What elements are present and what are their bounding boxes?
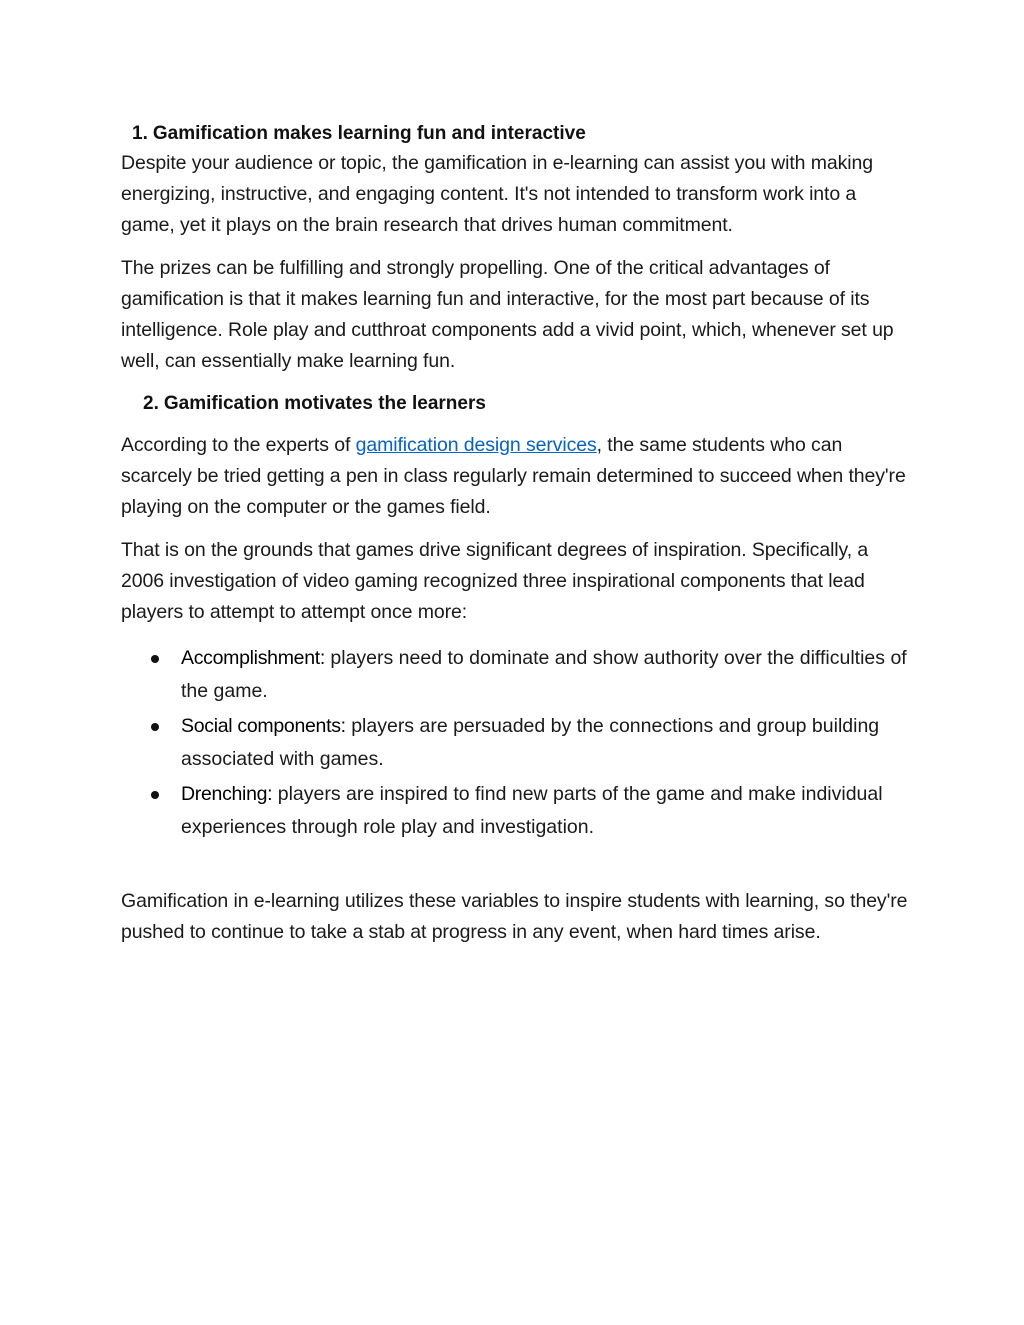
section-2-paragraph-2: That is on the grounds that games drive significant degrees of inspiration. Specifically, a 2006 investigation of video gaming recognized three inspirational components that lead players to attempt to attempt once more: <box>121 539 869 623</box>
section-2-paragraph-1 <box>121 430 911 523</box>
list-item <box>121 642 911 708</box>
section-1-number: 1. <box>132 123 148 144</box>
bullet-term: Accomplishment: <box>181 647 325 669</box>
bullet-text: players are persuaded by the connections and group building associated with games. <box>181 715 880 770</box>
bullet-icon <box>151 655 159 663</box>
intro-text-before-link: According to the experts of <box>121 434 356 456</box>
bullet-text: players are inspired to find new parts of the game and make individual experiences through role play and investigation. <box>181 783 883 838</box>
bullet-term: Drenching: <box>181 783 273 805</box>
section-2-title: Gamification motivates the learners <box>163 393 486 414</box>
list-item <box>121 778 911 844</box>
section-2-number: 2. <box>143 393 159 414</box>
intro-text-after-link: , the same students who can scarcely be tried getting a pen in class regularly remain determined to succeed when they're playing on the computer or the games field. <box>121 434 906 518</box>
section-1-title: Gamification makes learning fun and interactive <box>152 123 586 144</box>
section-1-paragraph-1: Despite your audience or topic, the gamification in e-learning can assist you with making energizing, instructive, and engaging content. It's not intended to transform work into a game, yet it plays on the brain research that drives human commitment. <box>121 152 874 236</box>
section-1-heading <box>121 120 911 148</box>
section-2-heading <box>121 390 911 418</box>
section-2-closing-paragraph: Gamification in e-learning utilizes these variables to inspire students with learning, so they're pushed to continue to take a stab at progress in any event, when hard times arise. <box>121 890 908 943</box>
bullet-term: Social components: <box>181 715 346 737</box>
bullet-text: players need to dominate and show authority over the difficulties of the game. <box>181 647 907 702</box>
bullet-icon <box>151 723 159 731</box>
document-content <box>121 120 911 948</box>
gamification-design-services-link[interactable]: gamification design services <box>355 434 597 456</box>
section-1-paragraph-2: The prizes can be fulfilling and strongly propelling. One of the critical advantages of gamification is that it makes learning fun and interactive, for the most part because of its intelligence. Role play and cutthroat components add a vivid point, which, whenever set up well, can essentially make learning fun. <box>121 257 894 372</box>
bullet-icon <box>151 791 159 799</box>
list-item <box>121 710 911 776</box>
motivation-components-list <box>121 642 911 844</box>
